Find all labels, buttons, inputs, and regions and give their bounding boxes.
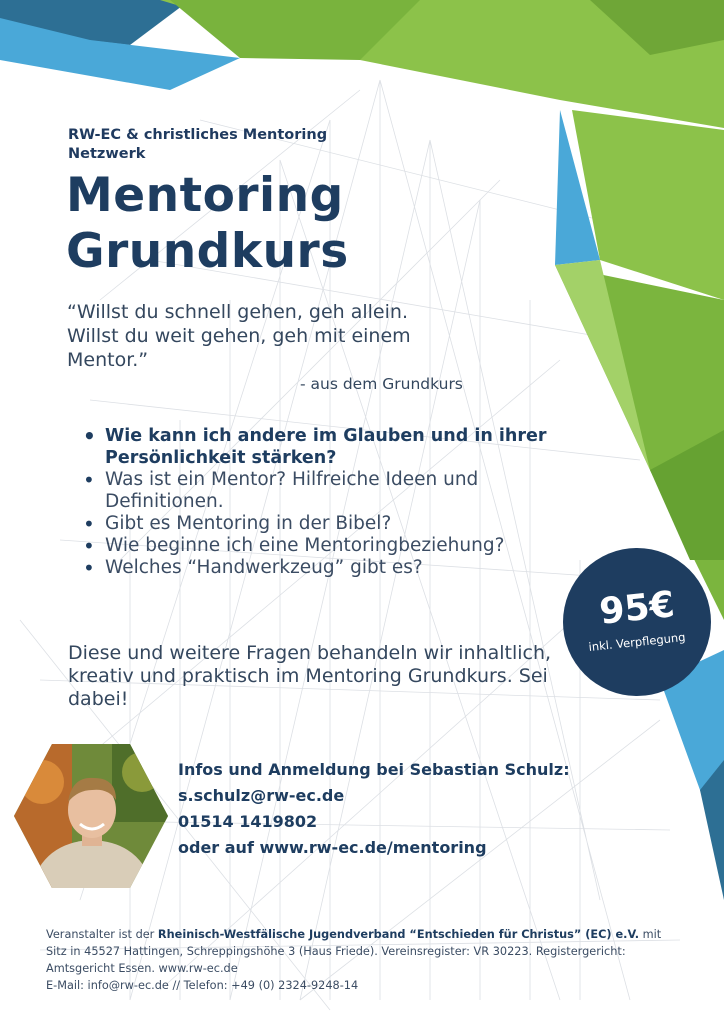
- list-item: • Wie beginne ich eine Mentoringbeziehung?: [105, 535, 565, 557]
- footer-org-name: Rheinisch-Westfälische Jugendverband “Entschieden für Christus” (EC) e.V.: [157, 928, 640, 941]
- footer-contact-line: E-Mail: info@rw-ec.de // Telefon: +49 (0) 2324-9248-14: [46, 979, 359, 992]
- footer-imprint: [46, 926, 676, 994]
- quote: [67, 300, 537, 372]
- contact-block: [178, 757, 570, 861]
- page-title: [66, 168, 349, 280]
- footer-details: mit Sitz in 45527 Hattingen, Schreppingshöhe 3 (Haus Friede). Vereinsregister: VR 30223. Registergericht: Amtsgericht Essen. www.rw-ec.de: [46, 928, 662, 975]
- price-note: inkl. Verpflegung: [587, 629, 687, 655]
- list-item: • Was ist ein Mentor? Hilfreiche Ideen und Definitionen.: [105, 469, 565, 513]
- price-badge: [563, 548, 711, 696]
- list-item: • Gibt es Mentoring in der Bibel?: [105, 513, 565, 535]
- list-item: • Welches “Handwerkzeug” gibt es?: [105, 557, 565, 579]
- contact-phone[interactable]: 01514 1419802: [178, 812, 318, 831]
- quote-line-1: “Willst du schnell gehen, geh allein.: [67, 301, 408, 323]
- quote-source: - aus dem Grundkurs: [300, 375, 463, 393]
- quote-line-3: Mentor.”: [67, 349, 149, 371]
- list-item: • Wie kann ich andere im Glauben und in ihrer Persönlichkeit stärken?: [105, 425, 565, 469]
- price-amount: 95€: [597, 584, 677, 633]
- title-line-1: Mentoring: [66, 168, 344, 223]
- title-line-2: Grundkurs: [66, 224, 349, 279]
- question-list: [80, 425, 565, 579]
- description-paragraph: Diese und weitere Fragen behandeln wir inhaltlich, kreativ und praktisch im Mentoring Grundkurs. Sei dabei!: [68, 642, 552, 710]
- footer-prefix: Veranstalter ist der: [46, 928, 158, 941]
- contact-heading: Infos und Anmeldung bei Sebastian Schulz:: [178, 760, 570, 779]
- contact-photo: [12, 742, 170, 890]
- organizer-line: RW-EC & christliches Mentoring Netzwerk: [68, 127, 328, 162]
- contact-email[interactable]: s.schulz@rw-ec.de: [178, 786, 345, 805]
- contact-web[interactable]: oder auf www.rw-ec.de/mentoring: [178, 838, 487, 857]
- quote-line-2: Willst du weit gehen, geh mit einem: [67, 325, 411, 347]
